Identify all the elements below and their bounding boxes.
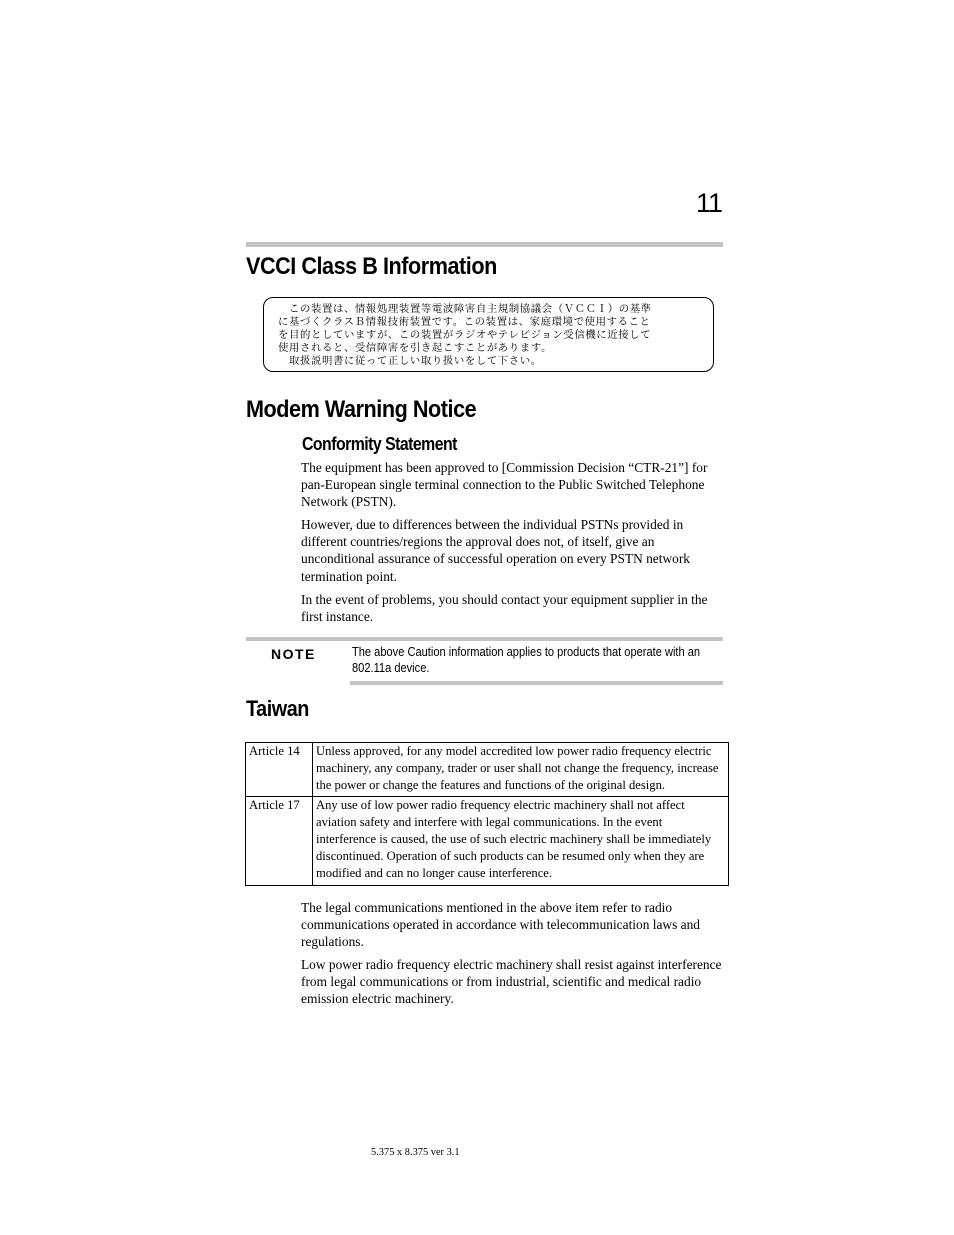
taiwan-heading: Taiwan [246, 696, 309, 721]
vcci-line: 取扱説明書に従って正しい取り扱いをして下さい。 [278, 355, 542, 367]
taiwan-paragraph-1: The legal communications mentioned in the above item refer to radio communications operated in accordance with telecommunication laws and regulations. [301, 900, 700, 950]
vcci-line: この装置は、情報処理装置等電波障害自主規制協議会（ＶＣＣＩ）の基準 [278, 303, 652, 315]
note-label: NOTE [271, 646, 316, 662]
conformity-subheading: Conformity Statement [302, 434, 457, 454]
vcci-line: に基づくクラスＢ情報技術装置です。この装置は、家庭環境で使用すること [278, 316, 651, 328]
modem-paragraph-3: In the event of problems, you should contact your equipment supplier in the first instance. [301, 592, 708, 625]
note-bottom-rule [350, 681, 723, 685]
article-text-cell: Unless approved, for any model accredited low power radio frequency electric machinery, any company, trader or user shall not change the frequency, increase the power or change the features and functions of the original design. [313, 743, 729, 797]
table-row [246, 743, 729, 797]
vcci-statement-box [263, 297, 714, 372]
article-text-cell: Any use of low power radio frequency electric machinery shall not affect aviation safety and interfere with legal communications. In the event interference is caused, the use of such electric machinery shall be immediately discontinued. Operation of such products can be resumed only when they are modified and can no longer cause interference. [313, 797, 729, 886]
note-top-rule [246, 637, 723, 641]
modem-paragraph-2: However, due to differences between the individual PSTNs provided in different countries/regions the approval does not, of itself, give an unconditional assurance of successful operation on every PSTN network termination point. [301, 517, 690, 584]
vcci-line: を目的としていますが、この装置がラジオやテレビジョン受信機に近接して [278, 329, 652, 341]
modem-heading: Modem Warning Notice [246, 396, 477, 423]
page-footer: 5.375 x 8.375 ver 3.1 [371, 1147, 460, 1158]
article-cell: Article 17 [246, 797, 313, 886]
taiwan-paragraph-2: Low power radio frequency electric machinery shall resist against interference from legal communications or from industrial, scientific and medical radio emission electric machinery. [301, 957, 722, 1007]
modem-paragraph-1: The equipment has been approved to [Commission Decision “CTR-21”] for pan-European single terminal connection to the Public Switched Telephone Network (PSTN). [301, 460, 708, 510]
vcci-line: 使用されると、受信障害を引き起こすことがあります。 [278, 342, 552, 354]
page-number: 11 [695, 188, 722, 218]
note-text: The above Caution information applies to products that operate with an 802.11a device. [352, 645, 701, 675]
vcci-heading: VCCI Class B Information [246, 253, 497, 280]
table-row [246, 797, 729, 886]
taiwan-articles-table [245, 742, 729, 886]
top-divider [246, 242, 723, 247]
article-cell: Article 14 [246, 743, 313, 797]
